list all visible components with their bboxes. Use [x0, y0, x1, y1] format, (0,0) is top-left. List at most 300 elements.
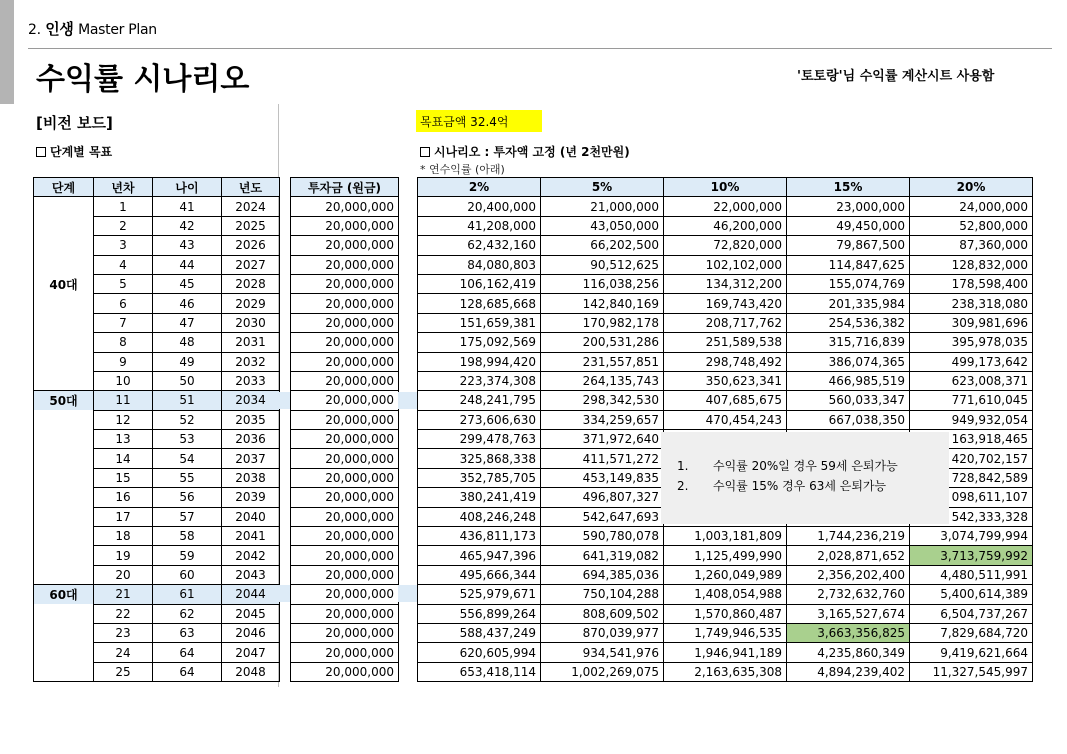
year-count-cell: 4 — [94, 255, 153, 274]
return-cell: 352,785,705 — [418, 468, 541, 487]
return-cell: 407,685,675 — [664, 391, 787, 410]
year-cell: 2031 — [222, 333, 280, 352]
return-cell: 201,335,984 — [787, 294, 910, 313]
year-cell: 2039 — [222, 488, 280, 507]
return-cell: 298,748,492 — [664, 352, 787, 371]
year-count-cell: 12 — [94, 410, 153, 429]
header-divider — [28, 48, 1052, 49]
header-rate-20: 20% — [910, 178, 1033, 197]
return-cell: 23,000,000 — [787, 197, 910, 216]
age-cell: 55 — [153, 468, 222, 487]
return-cell: 87,360,000 — [910, 236, 1033, 255]
return-cell: 949,932,054 — [910, 410, 1033, 429]
table-row — [418, 527, 1033, 546]
table-row — [34, 294, 280, 313]
investment-cell: 20,000,000 — [291, 274, 399, 293]
header-year: 년도 — [222, 178, 280, 197]
stage-cell — [34, 488, 94, 507]
return-cell: 2,356,202,400 — [787, 565, 910, 584]
scenario-note: * 연수익률 (아래) — [420, 163, 505, 176]
investment-cell: 20,000,000 — [291, 410, 399, 429]
year-count-cell: 20 — [94, 565, 153, 584]
age-cell: 57 — [153, 507, 222, 526]
stage-cell — [34, 236, 94, 255]
return-cell: 309,981,696 — [910, 313, 1033, 332]
investment-cell: 20,000,000 — [291, 430, 399, 449]
header-rate-10: 10% — [664, 178, 787, 197]
table-row — [291, 255, 399, 274]
age-cell: 50 — [153, 371, 222, 390]
age-cell: 44 — [153, 255, 222, 274]
return-cell: 11,327,545,997 — [910, 662, 1033, 681]
return-cell: 49,450,000 — [787, 216, 910, 235]
return-cell: 163,918,465 — [910, 430, 1033, 449]
return-cell: 436,811,173 — [418, 527, 541, 546]
investment-cell: 20,000,000 — [291, 643, 399, 662]
scenario-text: 시나리오 : 투자액 고정 (년 2천만원) — [434, 145, 630, 159]
table-row — [34, 488, 280, 507]
table-row — [34, 236, 280, 255]
year-cell: 2047 — [222, 643, 280, 662]
table-row — [418, 565, 1033, 584]
return-cell: 371,972,640 — [541, 430, 664, 449]
stage-cell — [34, 197, 94, 216]
return-cell: 22,000,000 — [664, 197, 787, 216]
return-cell: 20,400,000 — [418, 197, 541, 216]
table-row — [418, 255, 1033, 274]
return-cell: 588,437,249 — [418, 623, 541, 642]
table-row — [34, 313, 280, 332]
investment-cell: 20,000,000 — [291, 507, 399, 526]
table-row — [34, 546, 280, 565]
table-row — [291, 197, 399, 216]
header-year-count: 년차 — [94, 178, 153, 197]
year-count-cell: 7 — [94, 313, 153, 332]
year-count-cell: 3 — [94, 236, 153, 255]
return-cell: 90,512,625 — [541, 255, 664, 274]
investment-table — [290, 177, 399, 682]
table-row — [34, 255, 280, 274]
header-rate-15: 15% — [787, 178, 910, 197]
age-cell: 51 — [153, 391, 222, 410]
return-cell: 231,557,851 — [541, 352, 664, 371]
investment-cell: 20,000,000 — [291, 623, 399, 642]
year-cell: 2024 — [222, 197, 280, 216]
table-row — [34, 449, 280, 468]
year-count-cell: 6 — [94, 294, 153, 313]
return-cell: 2,732,632,760 — [787, 585, 910, 604]
table-row — [291, 352, 399, 371]
vision-board-title: [비전 보드] — [36, 114, 113, 132]
section-subtitle: Master Plan — [78, 22, 157, 38]
return-cell: 72,820,000 — [664, 236, 787, 255]
table-row — [418, 604, 1033, 623]
year-cell: 2028 — [222, 274, 280, 293]
table-row — [291, 604, 399, 623]
return-cell: 870,039,977 — [541, 623, 664, 642]
decade-connector — [398, 392, 417, 409]
return-cell: 106,162,419 — [418, 274, 541, 293]
table-row — [418, 197, 1033, 216]
age-cell: 63 — [153, 623, 222, 642]
table-row — [291, 313, 399, 332]
return-cell: 325,868,338 — [418, 449, 541, 468]
investment-cell: 20,000,000 — [291, 662, 399, 681]
return-cell: 1,749,946,535 — [664, 623, 787, 642]
year-cell: 2029 — [222, 294, 280, 313]
return-cell: 178,598,400 — [910, 274, 1033, 293]
section-number: 2. — [28, 22, 41, 38]
scenario-label — [420, 143, 630, 160]
table-row — [291, 662, 399, 681]
return-cell: 4,894,239,402 — [787, 662, 910, 681]
return-cell: 248,241,795 — [418, 391, 541, 410]
return-cell: 750,104,288 — [541, 585, 664, 604]
return-cell: 315,716,839 — [787, 333, 910, 352]
table-row — [418, 546, 1033, 565]
return-cell: 3,713,759,992 — [910, 546, 1033, 565]
target-amount-badge: 목표금액 32.4억 — [416, 110, 542, 132]
return-cell: 771,610,045 — [910, 391, 1033, 410]
table-row — [34, 410, 280, 429]
return-cell: 386,074,365 — [787, 352, 910, 371]
return-cell: 1,408,054,988 — [664, 585, 787, 604]
table-row — [418, 585, 1033, 604]
table-row — [291, 236, 399, 255]
return-cell: 466,985,519 — [787, 371, 910, 390]
return-cell: 808,609,502 — [541, 604, 664, 623]
year-count-cell: 25 — [94, 662, 153, 681]
stage-cell — [34, 333, 94, 352]
year-cell: 2033 — [222, 371, 280, 390]
return-cell: 1,744,236,219 — [787, 527, 910, 546]
return-cell: 934,541,976 — [541, 643, 664, 662]
return-cell: 1,570,860,487 — [664, 604, 787, 623]
investment-cell: 20,000,000 — [291, 565, 399, 584]
stage-table — [33, 177, 280, 682]
header-age: 나이 — [153, 178, 222, 197]
table-row — [291, 623, 399, 642]
year-count-cell: 8 — [94, 333, 153, 352]
table-row — [34, 468, 280, 487]
stage-cell — [34, 527, 94, 546]
return-cell: 098,611,107 — [910, 488, 1033, 507]
retirement-note-box — [661, 432, 949, 524]
investment-cell: 20,000,000 — [291, 371, 399, 390]
year-count-cell: 5 — [94, 274, 153, 293]
decade-connector — [279, 392, 290, 409]
return-cell: 4,235,860,349 — [787, 643, 910, 662]
return-cell: 465,947,396 — [418, 546, 541, 565]
return-cell: 198,994,420 — [418, 352, 541, 371]
investment-cell: 20,000,000 — [291, 197, 399, 216]
table-row — [34, 352, 280, 371]
table-row — [34, 197, 280, 216]
header-investment: 투자금 (원금) — [291, 178, 399, 197]
return-cell: 590,780,078 — [541, 527, 664, 546]
return-cell: 7,829,684,720 — [910, 623, 1033, 642]
age-cell: 47 — [153, 313, 222, 332]
table-row — [418, 391, 1033, 410]
stage-cell — [34, 313, 94, 332]
year-cell: 2030 — [222, 313, 280, 332]
table-row — [34, 391, 280, 410]
return-cell: 620,605,994 — [418, 643, 541, 662]
stage-goal-label — [36, 143, 112, 160]
investment-cell: 20,000,000 — [291, 255, 399, 274]
table-row — [291, 216, 399, 235]
table-row — [291, 410, 399, 429]
return-cell: 273,606,630 — [418, 410, 541, 429]
table-row — [291, 546, 399, 565]
return-cell: 641,319,082 — [541, 546, 664, 565]
note-item — [677, 476, 949, 496]
year-cell: 2046 — [222, 623, 280, 642]
return-cell: 334,259,657 — [541, 410, 664, 429]
table-row — [34, 662, 280, 681]
table-row — [418, 371, 1033, 390]
age-cell: 42 — [153, 216, 222, 235]
return-cell: 1,003,181,809 — [664, 527, 787, 546]
return-cell: 170,982,178 — [541, 313, 664, 332]
investment-cell: 20,000,000 — [291, 585, 399, 604]
stage-cell — [34, 468, 94, 487]
age-cell: 58 — [153, 527, 222, 546]
return-cell: 21,000,000 — [541, 197, 664, 216]
table-row — [291, 294, 399, 313]
return-cell: 169,743,420 — [664, 294, 787, 313]
return-cell: 52,800,000 — [910, 216, 1033, 235]
return-cell: 238,318,080 — [910, 294, 1033, 313]
return-cell: 542,333,328 — [910, 507, 1033, 526]
return-cell: 560,033,347 — [787, 391, 910, 410]
section-name: 인생 — [45, 20, 74, 38]
return-cell: 499,173,642 — [910, 352, 1033, 371]
stage-cell — [34, 623, 94, 642]
return-cell: 2,163,635,308 — [664, 662, 787, 681]
stage-cell — [34, 352, 94, 371]
table-row — [291, 333, 399, 352]
stage-cell — [34, 507, 94, 526]
checkbox-square-icon — [420, 147, 430, 157]
return-cell: 453,149,835 — [541, 468, 664, 487]
investment-cell: 20,000,000 — [291, 468, 399, 487]
credit-note: '토토랑'님 수익률 계산시트 사용함 — [797, 69, 995, 84]
return-cell: 254,536,382 — [787, 313, 910, 332]
investment-cell: 20,000,000 — [291, 216, 399, 235]
year-cell: 2025 — [222, 216, 280, 235]
table-row — [34, 527, 280, 546]
stage-goal-text: 단계별 목표 — [50, 145, 113, 159]
return-cell: 350,623,341 — [664, 371, 787, 390]
return-cell: 41,208,000 — [418, 216, 541, 235]
age-cell: 56 — [153, 488, 222, 507]
table-row — [34, 371, 280, 390]
return-cell: 4,480,511,991 — [910, 565, 1033, 584]
age-cell: 43 — [153, 236, 222, 255]
side-accent-bar — [0, 0, 14, 104]
return-cell: 79,867,500 — [787, 236, 910, 255]
return-cell: 496,807,327 — [541, 488, 664, 507]
return-cell: 66,202,500 — [541, 236, 664, 255]
return-cell: 556,899,264 — [418, 604, 541, 623]
year-count-cell: 18 — [94, 527, 153, 546]
decade-connector — [398, 585, 417, 602]
note-item — [677, 456, 949, 476]
return-cell: 728,842,589 — [910, 468, 1033, 487]
age-cell: 62 — [153, 604, 222, 623]
stage-cell — [34, 565, 94, 584]
table-row — [418, 410, 1033, 429]
table-row — [291, 488, 399, 507]
return-cell: 1,260,049,989 — [664, 565, 787, 584]
year-count-cell: 24 — [94, 643, 153, 662]
investment-cell: 20,000,000 — [291, 236, 399, 255]
return-cell: 84,080,803 — [418, 255, 541, 274]
return-cell: 408,246,248 — [418, 507, 541, 526]
section-header — [28, 18, 157, 39]
year-count-cell: 16 — [94, 488, 153, 507]
return-cell: 128,832,000 — [910, 255, 1033, 274]
investment-cell: 20,000,000 — [291, 294, 399, 313]
return-cell: 208,717,762 — [664, 313, 787, 332]
return-cell: 495,666,344 — [418, 565, 541, 584]
age-cell: 53 — [153, 430, 222, 449]
table-row — [34, 604, 280, 623]
year-cell: 2042 — [222, 546, 280, 565]
table-row — [291, 527, 399, 546]
table-row — [291, 449, 399, 468]
return-cell: 175,092,569 — [418, 333, 541, 352]
return-cell: 24,000,000 — [910, 197, 1033, 216]
year-count-cell: 17 — [94, 507, 153, 526]
return-cell: 525,979,671 — [418, 585, 541, 604]
investment-cell: 20,000,000 — [291, 527, 399, 546]
year-cell: 2026 — [222, 236, 280, 255]
year-cell: 2036 — [222, 430, 280, 449]
age-cell: 49 — [153, 352, 222, 371]
return-cell: 1,125,499,990 — [664, 546, 787, 565]
investment-cell: 20,000,000 — [291, 313, 399, 332]
year-count-cell: 11 — [94, 391, 153, 410]
return-cell: 380,241,419 — [418, 488, 541, 507]
stage-cell — [34, 294, 94, 313]
return-cell: 223,374,308 — [418, 371, 541, 390]
return-cell: 299,478,763 — [418, 430, 541, 449]
table-row — [418, 294, 1033, 313]
year-count-cell: 19 — [94, 546, 153, 565]
year-count-cell: 9 — [94, 352, 153, 371]
return-cell: 694,385,036 — [541, 565, 664, 584]
stage-cell — [34, 643, 94, 662]
year-count-cell: 2 — [94, 216, 153, 235]
investment-cell: 20,000,000 — [291, 333, 399, 352]
stage-cell — [34, 449, 94, 468]
stage-cell — [34, 546, 94, 565]
header-rate-5: 5% — [541, 178, 664, 197]
return-cell: 5,400,614,389 — [910, 585, 1033, 604]
return-cell: 6,504,737,267 — [910, 604, 1033, 623]
table-row — [418, 623, 1033, 642]
table-row — [291, 391, 399, 410]
year-count-cell: 1 — [94, 197, 153, 216]
table-row — [291, 585, 399, 604]
year-cell: 2041 — [222, 527, 280, 546]
return-cell: 1,002,269,075 — [541, 662, 664, 681]
table-row — [418, 352, 1033, 371]
stage-cell — [34, 255, 94, 274]
table-row — [34, 565, 280, 584]
stage-cell — [34, 662, 94, 681]
stage-cell — [34, 216, 94, 235]
age-cell: 48 — [153, 333, 222, 352]
year-count-cell: 23 — [94, 623, 153, 642]
note-text: 수익률 20%일 경우 59세 은퇴가능 — [713, 459, 898, 473]
stage-cell: 40대 — [34, 274, 94, 293]
investment-cell: 20,000,000 — [291, 449, 399, 468]
table-row — [291, 371, 399, 390]
return-cell: 142,840,169 — [541, 294, 664, 313]
stage-cell — [34, 410, 94, 429]
year-cell: 2035 — [222, 410, 280, 429]
return-cell: 3,074,799,994 — [910, 527, 1033, 546]
return-cell: 134,312,200 — [664, 274, 787, 293]
year-cell: 2048 — [222, 662, 280, 681]
return-cell: 155,074,769 — [787, 274, 910, 293]
stage-cell — [34, 430, 94, 449]
investment-cell: 20,000,000 — [291, 546, 399, 565]
stage-cell: 50대 — [34, 391, 94, 410]
year-cell: 2044 — [222, 585, 280, 604]
table-row — [34, 274, 280, 293]
year-cell: 2027 — [222, 255, 280, 274]
table-row — [291, 430, 399, 449]
return-cell: 542,647,693 — [541, 507, 664, 526]
table-row — [34, 585, 280, 604]
year-cell: 2038 — [222, 468, 280, 487]
table-row — [291, 274, 399, 293]
table-row — [291, 507, 399, 526]
age-cell: 61 — [153, 585, 222, 604]
return-cell: 9,419,621,664 — [910, 643, 1033, 662]
table-row — [34, 333, 280, 352]
age-cell: 59 — [153, 546, 222, 565]
return-cell: 3,663,356,825 — [787, 623, 910, 642]
return-cell: 151,659,381 — [418, 313, 541, 332]
return-cell: 298,342,530 — [541, 391, 664, 410]
year-cell: 2045 — [222, 604, 280, 623]
investment-cell: 20,000,000 — [291, 352, 399, 371]
table-row — [418, 313, 1033, 332]
age-cell: 41 — [153, 197, 222, 216]
stage-cell — [34, 604, 94, 623]
year-cell: 2032 — [222, 352, 280, 371]
header-stage: 단계 — [34, 178, 94, 197]
table-row — [34, 216, 280, 235]
return-cell: 116,038,256 — [541, 274, 664, 293]
note-text: 수익률 15% 경우 63세 은퇴가능 — [713, 479, 887, 493]
age-cell: 60 — [153, 565, 222, 584]
return-table — [417, 177, 1033, 682]
year-count-cell: 22 — [94, 604, 153, 623]
age-cell: 64 — [153, 662, 222, 681]
return-cell: 411,571,272 — [541, 449, 664, 468]
year-cell: 2040 — [222, 507, 280, 526]
page-title: 수익률 시나리오 — [36, 62, 250, 97]
return-cell: 128,685,668 — [418, 294, 541, 313]
year-count-cell: 15 — [94, 468, 153, 487]
return-cell: 102,102,000 — [664, 255, 787, 274]
